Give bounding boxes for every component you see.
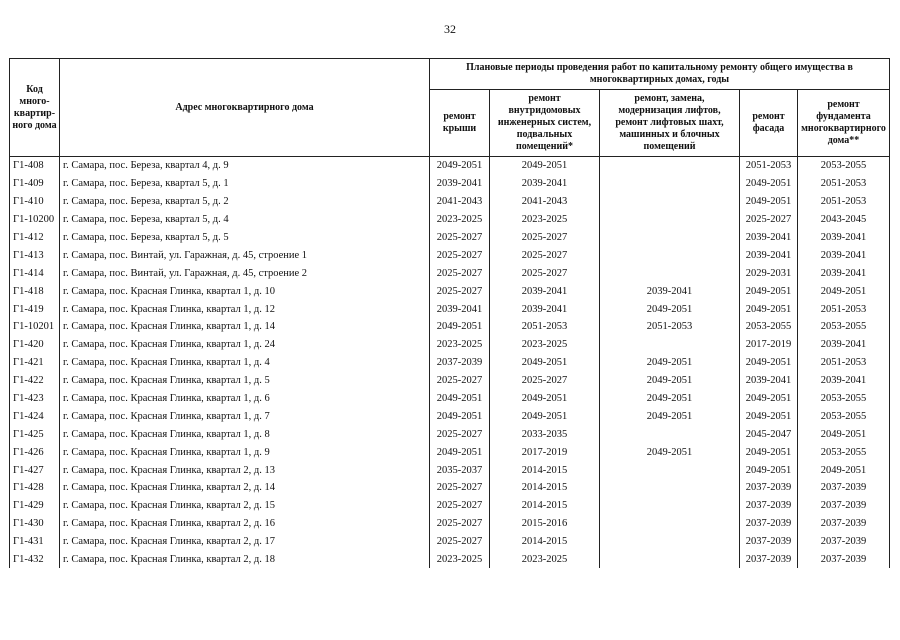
cell-address: г. Самара, пос. Красная Глинка, квартал 2, д. 18	[60, 551, 430, 569]
col-header-roof: ремонт крыши	[430, 90, 490, 157]
cell-roof: 2049-2051	[430, 157, 490, 175]
cell-lifts	[600, 479, 740, 497]
cell-foundation: 2039-2041	[798, 336, 890, 354]
cell-foundation: 2053-2055	[798, 157, 890, 175]
col-header-systems: ремонт внутридомовых инженерных систем, подвальных помещений*	[490, 90, 600, 157]
col-header-group: Плановые периоды проведения работ по капитальному ремонту общего имущества в многоквартирных домах, годы	[430, 59, 890, 90]
cell-lifts	[600, 461, 740, 479]
cell-lifts: 2049-2051	[600, 390, 740, 408]
cell-foundation: 2037-2039	[798, 515, 890, 533]
cell-address: г. Самара, пос. Красная Глинка, квартал 1, д. 24	[60, 336, 430, 354]
table-row	[10, 443, 890, 461]
cell-address: г. Самара, пос. Красная Глинка, квартал 1, д. 4	[60, 354, 430, 372]
cell-systems: 2025-2027	[490, 372, 600, 390]
cell-roof: 2025-2027	[430, 479, 490, 497]
cell-address: г. Самара, пос. Береза, квартал 5, д. 5	[60, 229, 430, 247]
table-row	[10, 533, 890, 551]
cell-facade: 2037-2039	[740, 515, 798, 533]
cell-facade: 2017-2019	[740, 336, 798, 354]
table-row	[10, 372, 890, 390]
cell-code: Г1-426	[10, 443, 60, 461]
cell-address: г. Самара, пос. Красная Глинка, квартал 2, д. 13	[60, 461, 430, 479]
cell-foundation: 2051-2053	[798, 175, 890, 193]
cell-systems: 2033-2035	[490, 425, 600, 443]
cell-roof: 2025-2027	[430, 533, 490, 551]
cell-address: г. Самара, пос. Красная Глинка, квартал 2, д. 14	[60, 479, 430, 497]
cell-code: Г1-414	[10, 264, 60, 282]
cell-foundation: 2051-2053	[798, 354, 890, 372]
repair-schedule-table	[9, 58, 890, 568]
cell-lifts	[600, 193, 740, 211]
cell-foundation: 2039-2041	[798, 372, 890, 390]
cell-address: г. Самара, пос. Красная Глинка, квартал 1, д. 7	[60, 407, 430, 425]
cell-roof: 2025-2027	[430, 425, 490, 443]
cell-lifts	[600, 551, 740, 569]
cell-systems: 2025-2027	[490, 229, 600, 247]
table-row	[10, 318, 890, 336]
cell-roof: 2025-2027	[430, 497, 490, 515]
cell-lifts	[600, 533, 740, 551]
cell-systems: 2039-2041	[490, 282, 600, 300]
cell-roof: 2025-2027	[430, 229, 490, 247]
cell-facade: 2049-2051	[740, 461, 798, 479]
cell-foundation: 2053-2055	[798, 407, 890, 425]
cell-lifts	[600, 229, 740, 247]
header-row-top	[10, 59, 890, 90]
cell-roof: 2023-2025	[430, 336, 490, 354]
cell-facade: 2049-2051	[740, 443, 798, 461]
cell-systems: 2015-2016	[490, 515, 600, 533]
cell-systems: 2039-2041	[490, 300, 600, 318]
cell-systems: 2014-2015	[490, 497, 600, 515]
cell-address: г. Самара, пос. Красная Глинка, квартал 1, д. 5	[60, 372, 430, 390]
cell-facade: 2037-2039	[740, 551, 798, 569]
cell-roof: 2025-2027	[430, 264, 490, 282]
cell-systems: 2049-2051	[490, 354, 600, 372]
cell-foundation: 2039-2041	[798, 246, 890, 264]
cell-code: Г1-409	[10, 175, 60, 193]
table-body	[10, 157, 890, 569]
cell-code: Г1-420	[10, 336, 60, 354]
table-row	[10, 354, 890, 372]
cell-foundation: 2043-2045	[798, 211, 890, 229]
cell-roof: 2049-2051	[430, 443, 490, 461]
cell-address: г. Самара, пос. Красная Глинка, квартал 2, д. 17	[60, 533, 430, 551]
cell-code: Г1-418	[10, 282, 60, 300]
cell-systems: 2017-2019	[490, 443, 600, 461]
cell-code: Г1-419	[10, 300, 60, 318]
cell-systems: 2049-2051	[490, 407, 600, 425]
cell-lifts	[600, 497, 740, 515]
cell-systems: 2023-2025	[490, 211, 600, 229]
cell-systems: 2014-2015	[490, 479, 600, 497]
cell-roof: 2023-2025	[430, 211, 490, 229]
cell-foundation: 2049-2051	[798, 425, 890, 443]
cell-roof: 2023-2025	[430, 551, 490, 569]
cell-facade: 2049-2051	[740, 175, 798, 193]
cell-lifts	[600, 175, 740, 193]
cell-foundation: 2039-2041	[798, 229, 890, 247]
cell-roof: 2039-2041	[430, 175, 490, 193]
cell-lifts	[600, 157, 740, 175]
cell-foundation: 2053-2055	[798, 390, 890, 408]
cell-code: Г1-431	[10, 533, 60, 551]
cell-code: Г1-412	[10, 229, 60, 247]
col-header-code: Код много-квартир-ного дома	[10, 59, 60, 157]
cell-address: г. Самара, пос. Береза, квартал 5, д. 4	[60, 211, 430, 229]
cell-facade: 2037-2039	[740, 479, 798, 497]
cell-facade: 2053-2055	[740, 318, 798, 336]
cell-systems: 2049-2051	[490, 390, 600, 408]
cell-lifts: 2049-2051	[600, 407, 740, 425]
table-row	[10, 282, 890, 300]
cell-facade: 2049-2051	[740, 354, 798, 372]
cell-foundation: 2049-2051	[798, 282, 890, 300]
cell-lifts	[600, 336, 740, 354]
cell-code: Г1-421	[10, 354, 60, 372]
cell-code: Г1-429	[10, 497, 60, 515]
table-row	[10, 246, 890, 264]
cell-systems: 2039-2041	[490, 175, 600, 193]
cell-facade: 2051-2053	[740, 157, 798, 175]
cell-lifts	[600, 211, 740, 229]
col-header-facade: ремонт фасада	[740, 90, 798, 157]
col-header-lifts: ремонт, замена, модернизация лифтов, ремонт лифтовых шахт, машинных и блочных помещений	[600, 90, 740, 157]
cell-lifts: 2051-2053	[600, 318, 740, 336]
cell-facade: 2049-2051	[740, 407, 798, 425]
cell-roof: 2049-2051	[430, 407, 490, 425]
cell-foundation: 2051-2053	[798, 193, 890, 211]
cell-code: Г1-422	[10, 372, 60, 390]
table-row	[10, 211, 890, 229]
cell-address: г. Самара, пос. Винтай, ул. Гаражная, д. 45, строение 1	[60, 246, 430, 264]
cell-code: Г1-425	[10, 425, 60, 443]
cell-systems: 2014-2015	[490, 461, 600, 479]
cell-code: Г1-430	[10, 515, 60, 533]
cell-address: г. Самара, пос. Красная Глинка, квартал 1, д. 8	[60, 425, 430, 443]
cell-code: Г1-10200	[10, 211, 60, 229]
cell-foundation: 2037-2039	[798, 551, 890, 569]
cell-address: г. Самара, пос. Винтай, ул. Гаражная, д. 45, строение 2	[60, 264, 430, 282]
cell-roof: 2049-2051	[430, 390, 490, 408]
cell-code: Г1-427	[10, 461, 60, 479]
col-header-foundation: ремонт фундамента многоквартирного дома**	[798, 90, 890, 157]
table-row	[10, 497, 890, 515]
cell-roof: 2037-2039	[430, 354, 490, 372]
cell-lifts	[600, 515, 740, 533]
cell-roof: 2049-2051	[430, 318, 490, 336]
cell-facade: 2049-2051	[740, 390, 798, 408]
cell-code: Г1-410	[10, 193, 60, 211]
cell-roof: 2025-2027	[430, 515, 490, 533]
cell-lifts: 2049-2051	[600, 354, 740, 372]
cell-address: г. Самара, пос. Красная Глинка, квартал 2, д. 15	[60, 497, 430, 515]
cell-facade: 2029-2031	[740, 264, 798, 282]
table-row	[10, 264, 890, 282]
cell-foundation: 2039-2041	[798, 264, 890, 282]
cell-code: Г1-413	[10, 246, 60, 264]
cell-address: г. Самара, пос. Красная Глинка, квартал 1, д. 14	[60, 318, 430, 336]
cell-facade: 2037-2039	[740, 533, 798, 551]
cell-systems: 2025-2027	[490, 264, 600, 282]
cell-systems: 2023-2025	[490, 336, 600, 354]
cell-lifts	[600, 264, 740, 282]
cell-code: Г1-428	[10, 479, 60, 497]
cell-lifts: 2049-2051	[600, 372, 740, 390]
cell-systems: 2049-2051	[490, 157, 600, 175]
cell-code: Г1-424	[10, 407, 60, 425]
table-row	[10, 157, 890, 175]
cell-lifts	[600, 246, 740, 264]
cell-lifts: 2039-2041	[600, 282, 740, 300]
cell-roof: 2035-2037	[430, 461, 490, 479]
page-number: 32	[444, 22, 456, 36]
cell-roof: 2041-2043	[430, 193, 490, 211]
cell-systems: 2041-2043	[490, 193, 600, 211]
table-row	[10, 425, 890, 443]
table-row	[10, 336, 890, 354]
cell-facade: 2049-2051	[740, 193, 798, 211]
cell-address: г. Самара, пос. Береза, квартал 5, д. 1	[60, 175, 430, 193]
cell-foundation: 2053-2055	[798, 318, 890, 336]
table-row	[10, 479, 890, 497]
cell-facade: 2037-2039	[740, 497, 798, 515]
cell-address: г. Самара, пос. Красная Глинка, квартал 1, д. 10	[60, 282, 430, 300]
cell-systems: 2014-2015	[490, 533, 600, 551]
cell-address: г. Самара, пос. Береза, квартал 4, д. 9	[60, 157, 430, 175]
cell-foundation: 2037-2039	[798, 479, 890, 497]
cell-foundation: 2037-2039	[798, 497, 890, 515]
cell-systems: 2025-2027	[490, 246, 600, 264]
table-row	[10, 229, 890, 247]
cell-address: г. Самара, пос. Береза, квартал 5, д. 2	[60, 193, 430, 211]
cell-code: Г1-10201	[10, 318, 60, 336]
cell-roof: 2025-2027	[430, 282, 490, 300]
table-row	[10, 461, 890, 479]
cell-systems: 2051-2053	[490, 318, 600, 336]
cell-facade: 2049-2051	[740, 300, 798, 318]
table-row	[10, 390, 890, 408]
cell-facade: 2025-2027	[740, 211, 798, 229]
cell-roof: 2025-2027	[430, 246, 490, 264]
cell-systems: 2023-2025	[490, 551, 600, 569]
table-row	[10, 515, 890, 533]
cell-foundation: 2053-2055	[798, 443, 890, 461]
cell-lifts	[600, 425, 740, 443]
cell-foundation: 2037-2039	[798, 533, 890, 551]
table-row	[10, 193, 890, 211]
cell-code: Г1-408	[10, 157, 60, 175]
table-row	[10, 551, 890, 569]
col-header-address: Адрес многоквартирного дома	[60, 59, 430, 157]
cell-address: г. Самара, пос. Красная Глинка, квартал 1, д. 9	[60, 443, 430, 461]
cell-facade: 2039-2041	[740, 229, 798, 247]
cell-address: г. Самара, пос. Красная Глинка, квартал 1, д. 12	[60, 300, 430, 318]
table-row	[10, 175, 890, 193]
cell-lifts: 2049-2051	[600, 443, 740, 461]
cell-facade: 2039-2041	[740, 246, 798, 264]
cell-address: г. Самара, пос. Красная Глинка, квартал 1, д. 6	[60, 390, 430, 408]
cell-code: Г1-432	[10, 551, 60, 569]
cell-facade: 2049-2051	[740, 282, 798, 300]
cell-facade: 2039-2041	[740, 372, 798, 390]
cell-address: г. Самара, пос. Красная Глинка, квартал 2, д. 16	[60, 515, 430, 533]
cell-facade: 2045-2047	[740, 425, 798, 443]
cell-foundation: 2051-2053	[798, 300, 890, 318]
table-row	[10, 407, 890, 425]
cell-roof: 2039-2041	[430, 300, 490, 318]
table-row	[10, 300, 890, 318]
cell-lifts: 2049-2051	[600, 300, 740, 318]
cell-roof: 2025-2027	[430, 372, 490, 390]
cell-code: Г1-423	[10, 390, 60, 408]
cell-foundation: 2049-2051	[798, 461, 890, 479]
